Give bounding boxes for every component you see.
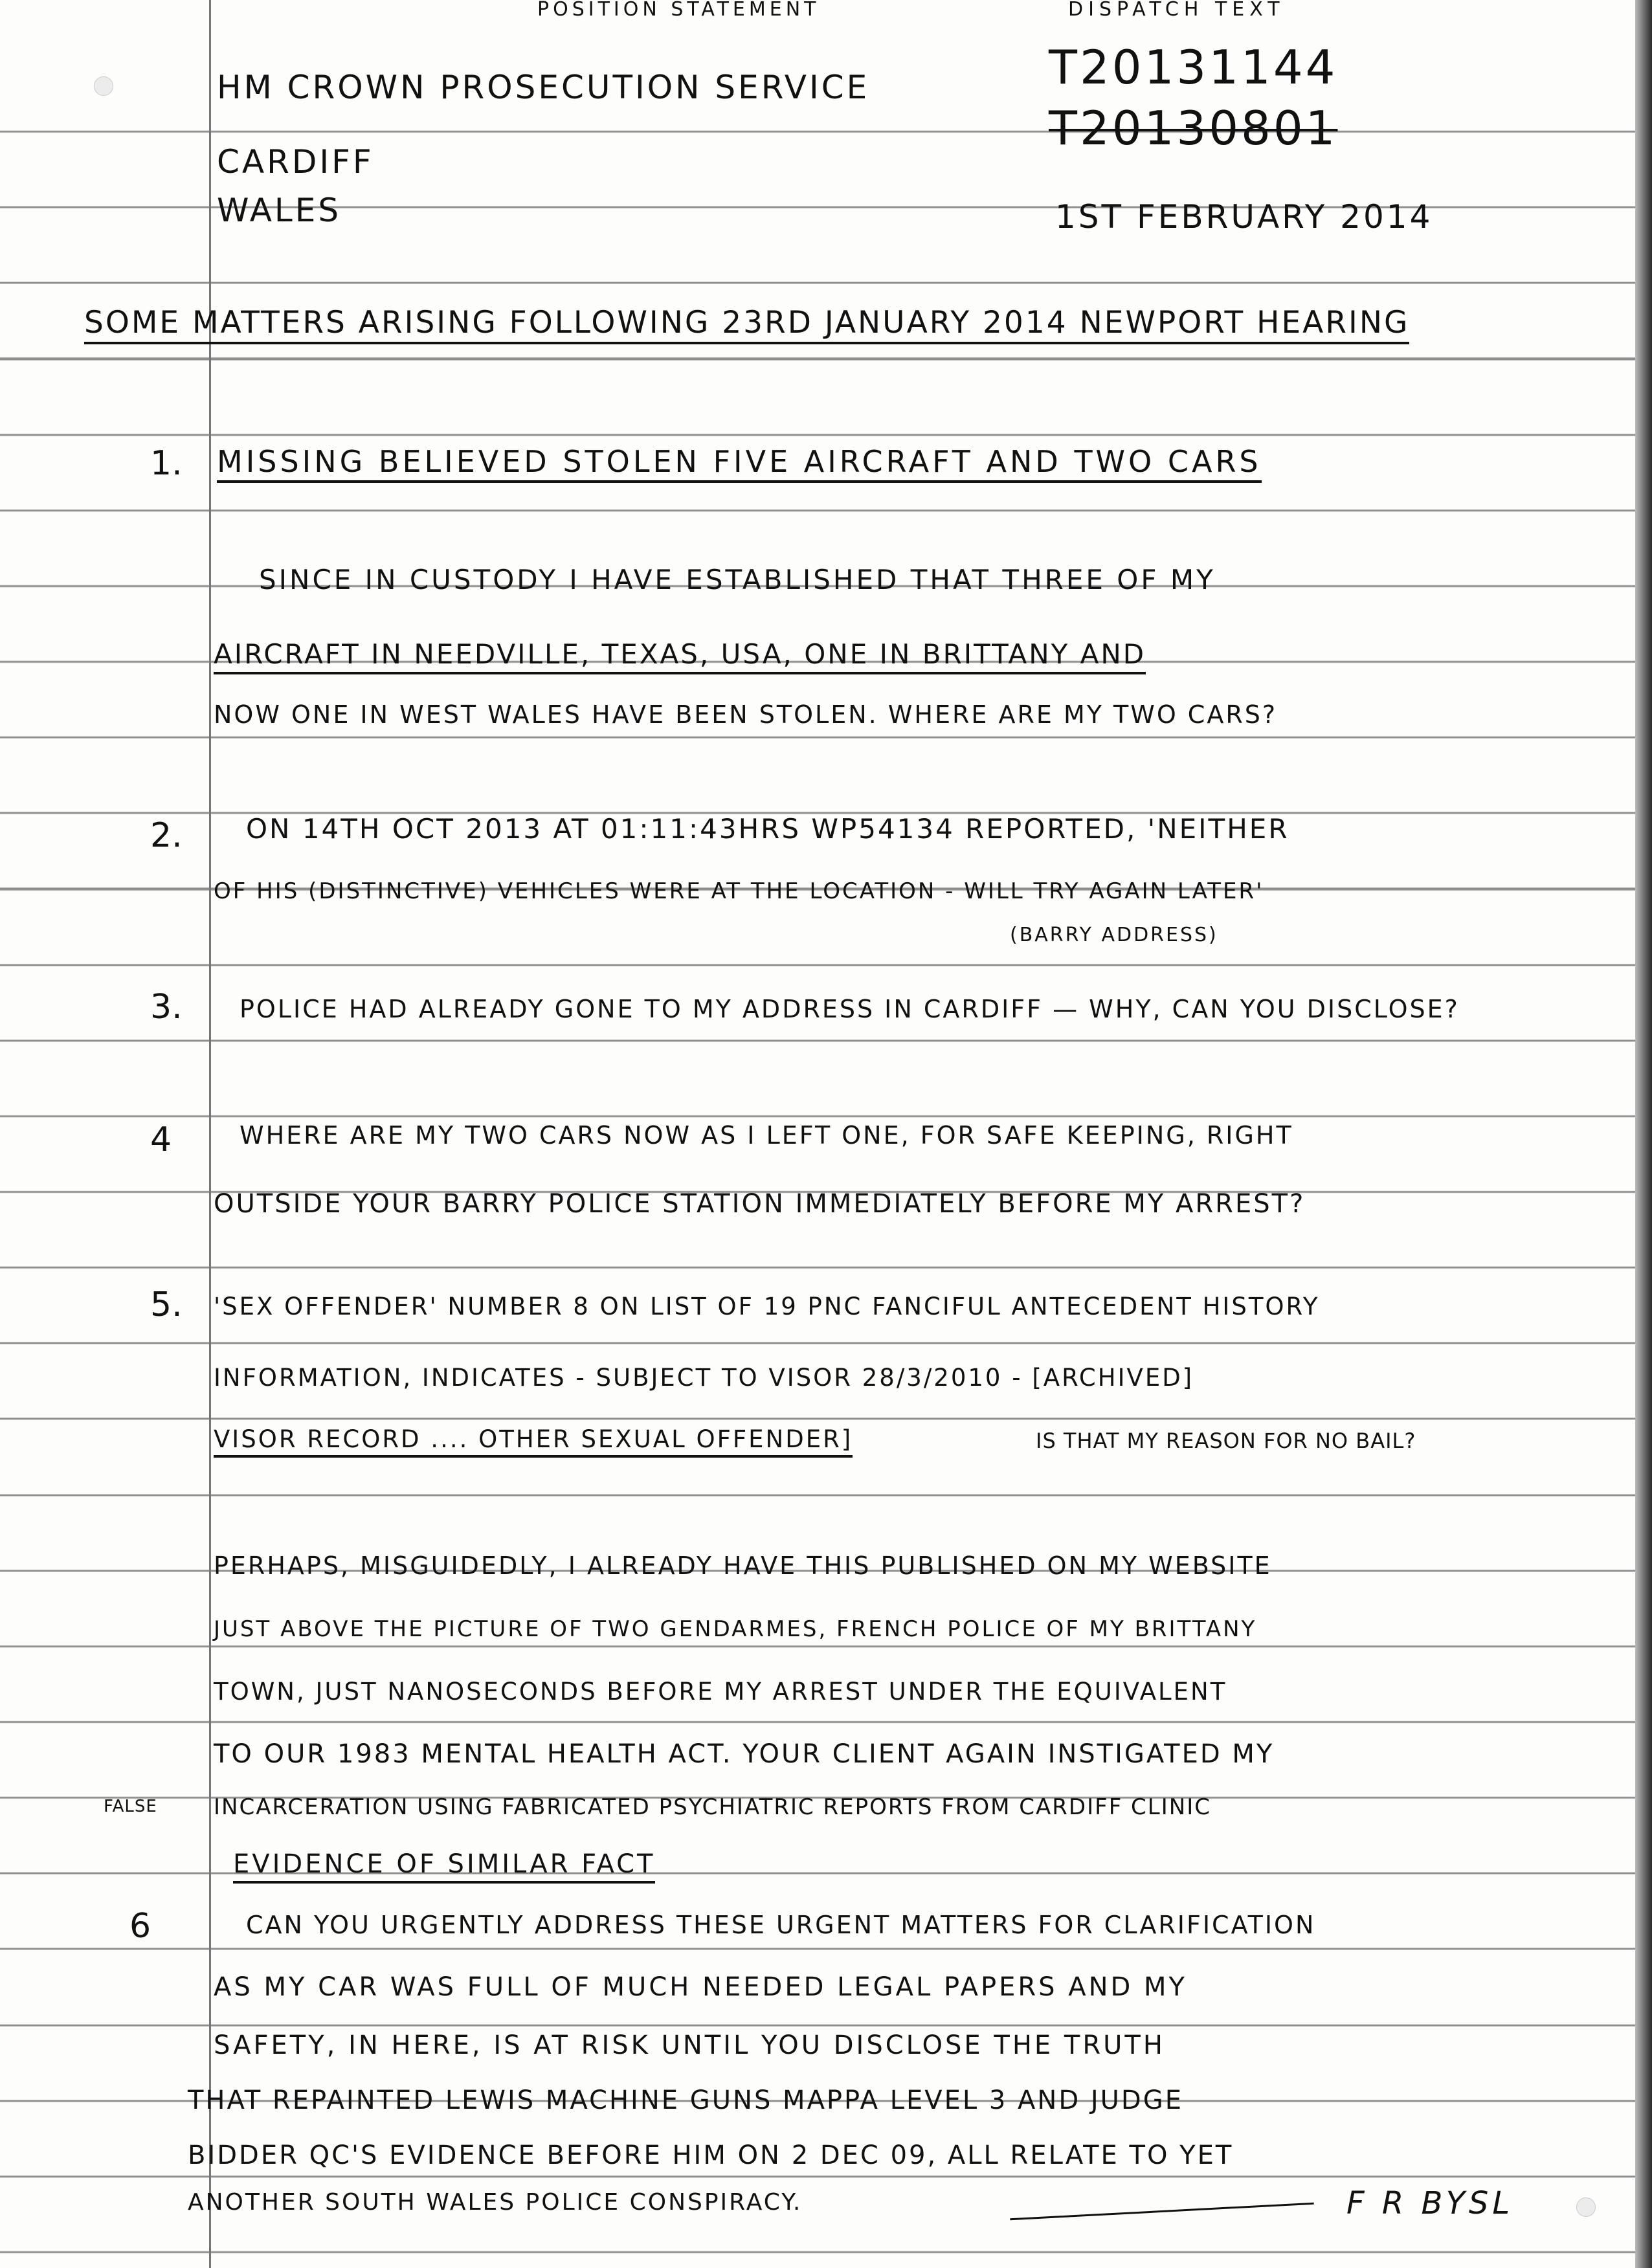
- item-2-text-line-1: ON 14TH OCT 2013 AT 01:11:43HRS WP54134 REPORTED, 'NEITHER: [246, 813, 1289, 845]
- cutoff-header-right: DISPATCH TEXT: [1068, 0, 1285, 21]
- item-5-paragraph-line-2: JUST ABOVE THE PICTURE OF TWO GENDARMES, FRENCH POLICE OF MY BRITTANY: [214, 1616, 1257, 1642]
- letter-date: 1ST FEBRUARY 2014: [1055, 198, 1433, 236]
- item-5-paragraph-line-4: TO OUR 1983 MENTAL HEALTH ACT. YOUR CLIENT AGAIN INSTIGATED MY: [214, 1739, 1275, 1769]
- item-1-text-line-3: NOW ONE IN WEST WALES HAVE BEEN STOLEN. WHERE ARE MY TWO CARS?: [214, 700, 1278, 729]
- item-5-text-line-2: INFORMATION, INDICATES - SUBJECT TO VISOR 28/3/2010 - [ARCHIVED]: [214, 1364, 1194, 1392]
- item-6-text-line-6: ANOTHER SOUTH WALES POLICE CONSPIRACY.: [188, 2189, 803, 2216]
- item-5-text-line-3: VISOR RECORD .... OTHER SEXUAL OFFENDER]: [214, 1427, 853, 1458]
- punch-hole: [94, 76, 113, 96]
- item-number-2: 2.: [150, 816, 183, 855]
- item-5-paragraph-line-1: PERHAPS, MISGUIDEDLY, I ALREADY HAVE THIS PUBLISHED ON MY WEBSITE: [214, 1551, 1272, 1580]
- cutoff-header-left: POSITION STATEMENT: [537, 0, 820, 21]
- item-2-note: (BARRY ADDRESS): [1010, 924, 1218, 946]
- item-3-text: POLICE HAD ALREADY GONE TO MY ADDRESS IN CARDIFF — WHY, CAN YOU DISCLOSE?: [240, 995, 1460, 1023]
- signature: F R BYSL: [1346, 2185, 1514, 2221]
- page-edge-shadow: [1635, 0, 1652, 2268]
- signature-stroke: [1010, 2203, 1314, 2221]
- recipient-line-2: CARDIFF: [217, 143, 374, 181]
- item-number-5: 5.: [150, 1285, 183, 1324]
- item-6-text-line-4: THAT REPAINTED LEWIS MACHINE GUNS MAPPA LEVEL 3 AND JUDGE: [188, 2085, 1183, 2115]
- item-number-1: 1.: [150, 444, 183, 483]
- item-5-paragraph-line-5: INCARCERATION USING FABRICATED PSYCHIATRIC REPORTS FROM CARDIFF CLINIC: [214, 1794, 1211, 1820]
- item-5-margin-question: IS THAT MY REASON FOR NO BAIL?: [1036, 1429, 1416, 1453]
- item-4-text-line-2: OUTSIDE YOUR BARRY POLICE STATION IMMEDIATELY BEFORE MY ARREST?: [214, 1189, 1306, 1219]
- reference-number-2: T20130801: [1049, 101, 1338, 155]
- item-2-text-line-2: OF HIS (DISTINCTIVE) VEHICLES WERE AT THE LOCATION - WILL TRY AGAIN LATER': [214, 878, 1264, 904]
- item-6-text-line-5: BIDDER QC'S EVIDENCE BEFORE HIM ON 2 DEC 09, ALL RELATE TO YET: [188, 2140, 1234, 2170]
- item-1-heading: MISSING BELIEVED STOLEN FIVE AIRCRAFT AND TWO CARS: [217, 447, 1262, 483]
- item-number-3: 3.: [150, 988, 183, 1027]
- item-5-paragraph-line-3: TOWN, JUST NANOSECONDS BEFORE MY ARREST UNDER THE EQUIVALENT: [214, 1678, 1227, 1706]
- item-number-4: 4: [150, 1120, 172, 1159]
- item-number-6: 6: [129, 1907, 151, 1946]
- item-6-text-line-1: CAN YOU URGENTLY ADDRESS THESE URGENT MATTERS FOR CLARIFICATION: [246, 1911, 1316, 1939]
- item-5-evidence-heading: EVIDENCE OF SIMILAR FACT: [233, 1851, 655, 1884]
- letter-title: SOME MATTERS ARISING FOLLOWING 23RD JANUARY 2014 NEWPORT HEARING: [84, 307, 1409, 344]
- item-1-text-line-1: SINCE IN CUSTODY I HAVE ESTABLISHED THAT THREE OF MY: [259, 564, 1216, 595]
- item-5-text-line-1: 'SEX OFFENDER' NUMBER 8 ON LIST OF 19 PNC FANCIFUL ANTECEDENT HISTORY: [214, 1293, 1320, 1320]
- item-4-text-line-1: WHERE ARE MY TWO CARS NOW AS I LEFT ONE, FOR SAFE KEEPING, RIGHT: [240, 1121, 1293, 1150]
- item-1-text-line-2: AIRCRAFT IN NEEDVILLE, TEXAS, USA, ONE IN BRITTANY AND: [214, 641, 1146, 674]
- recipient-line-3: WALES: [217, 192, 342, 229]
- punch-hole: [1576, 2197, 1596, 2217]
- item-6-text-line-2: AS MY CAR WAS FULL OF MUCH NEEDED LEGAL PAPERS AND MY: [214, 1972, 1187, 2002]
- recipient-line-1: HM CROWN PROSECUTION SERVICE: [217, 69, 870, 106]
- item-6-text-line-3: SAFETY, IN HERE, IS AT RISK UNTIL YOU DISCLOSE THE TRUTH: [214, 2030, 1165, 2060]
- margin-note-false: FALSE: [104, 1797, 157, 1816]
- reference-number-1: T20131144: [1049, 40, 1338, 94]
